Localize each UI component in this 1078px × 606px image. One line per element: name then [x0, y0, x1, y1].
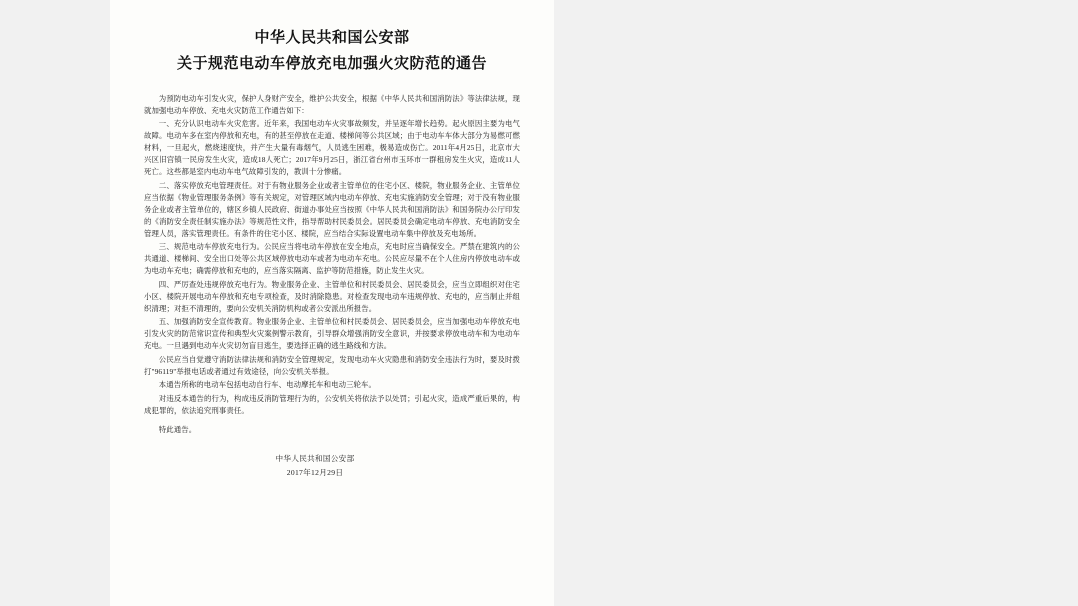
document-title	[144, 26, 520, 77]
paragraph-1: 一、充分认识电动车火灾危害。近年来，我国电动车火灾事故频发，并呈逐年增长趋势。起火原因主要为电气故障。电动车多在室内停放和充电，有的甚至停放在走道、楼梯间等公共区域；由于电动车车体大部分为易燃可燃材料，一旦起火，燃烧速度快，并产生大量有毒烟气，人员逃生困难，极易造成伤亡。2011年4月25日，北京市大兴区旧宫镇一民房发生火灾，造成18人死亡；2017年9月25日，浙江省台州市玉环市一群租房发生火灾，造成11人死亡。这些都是室内电动车电气故障引发的，教训十分惨痛。	[144, 119, 520, 177]
paragraph-8: 对违反本通告的行为，构成违反消防管理行为的，公安机关将依法予以处罚；引起火灾，造成严重后果的，构成犯罪的，依法追究刑事责任。	[144, 393, 520, 415]
paragraph-9: 特此通告。	[158, 425, 197, 435]
signature-issuer: 中华人民共和国公安部	[275, 454, 355, 464]
signature-date: 2017年12月29日	[286, 468, 344, 478]
paragraph-3: 三、规范电动车停放充电行为。公民应当将电动车停放在安全地点，充电时应当确保安全。严禁在建筑内的公共通道、楼梯间、安全出口处等公共区域停放电动车或者为电动车充电。公民应尽量不在个人住房内停放电动车或为电动车充电；确需停放和充电的，应当落实隔离、监护等防范措施，防止发生火灾。	[144, 242, 520, 276]
paragraph-2: 二、落实停放充电管理责任。对于有物业服务企业或者主管单位的住宅小区、楼院，物业服务企业、主管单位应当依据《物业管理服务条例》等有关规定，对管理区域内电动车停放、充电实施消防安全管理；对于没有物业服务企业或者主管单位的，辖区乡镇人民政府、街道办事处应当按照《中华人民共和国消防法》和国务院办公厅印发的《消防安全责任制实施办法》等规范性文件，指导帮助村民委员会。居民委员会确定电动车停放、充电消防安全管理人员，落实管理责任。有条件的住宅小区、楼院，应当结合实际设置电动车集中停放及充电场所。	[144, 180, 520, 238]
signature-block	[144, 452, 520, 480]
document-body	[144, 26, 520, 480]
paragraph-5: 五、加强消防安全宣传教育。物业服务企业、主管单位和村民委员会、居民委员会，应当加强电动车停放充电引发火灾的防范常识宣传和典型火灾案例警示教育，引导群众增强消防安全意识，并按要求停放电动车和为电动车充电。一旦遇到电动车火灾切勿盲目逃生，要选择正确的逃生路线和方法。	[144, 317, 520, 351]
title-line-1: 中华人民共和国公安部	[254, 30, 410, 46]
paragraph-6: 公民应当自觉遵守消防法律法规和消防安全管理规定，发现电动车火灾隐患和消防安全违法行为时，要及时拨打"96119"举报电话或者通过有效途径，向公安机关举报。	[144, 354, 520, 376]
paragraph-7: 本通告所称的电动车包括电动自行车、电动摩托车和电动三轮车。	[158, 380, 377, 390]
paragraph-0: 为预防电动车引发火灾，保护人身财产安全，维护公共安全，根据《中华人民共和国消防法》等法律法规，现就加强电动车停放、充电火灾防范工作通告如下：	[144, 94, 520, 115]
paragraph-4: 四、严厉查处违规停放充电行为。物业服务企业、主管单位和村民委员会、居民委员会，应当立即组织对住宅小区、楼院开展电动车停放和充电专项检查，及时消除隐患。对检查发现电动车违规停放、充电的，应当制止并组织清理；对拒不清理的，要向公安机关消防机构或者公安派出所报告。	[144, 279, 520, 313]
document-page	[110, 0, 554, 606]
title-line-2: 关于规范电动车停放充电加强火灾防范的通告	[176, 55, 487, 72]
